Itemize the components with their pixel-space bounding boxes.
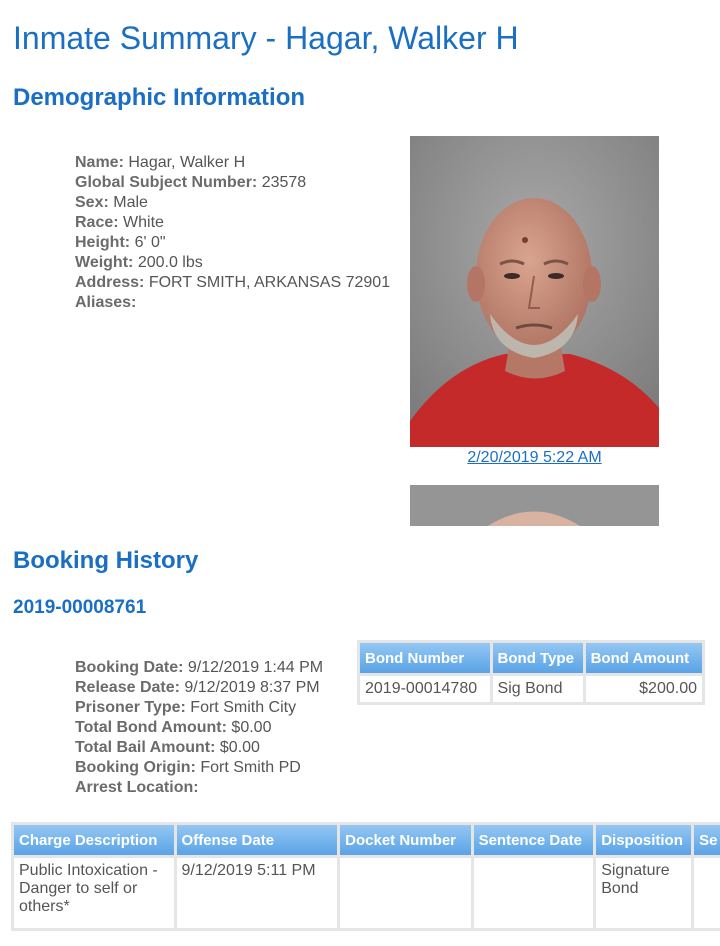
field-value: Fort Smith PD xyxy=(200,759,301,776)
mugshot-photo-second[interactable] xyxy=(410,485,659,526)
mugshot-photo[interactable] xyxy=(410,136,659,447)
field-label: Name: xyxy=(75,154,124,171)
column-header[interactable]: Se xyxy=(694,825,720,855)
field-label: Total Bond Amount: xyxy=(75,719,227,736)
field-label: Aliases: xyxy=(75,294,137,311)
field-value: FORT SMITH, ARKANSAS 72901 xyxy=(148,274,391,291)
charge-table xyxy=(11,822,720,931)
field-label: Weight: xyxy=(75,254,134,271)
field-prisoner-type xyxy=(75,698,323,718)
field-value: Fort Smith City xyxy=(190,699,297,716)
photo-date-link[interactable]: 2/20/2019 5:22 AM xyxy=(467,449,602,466)
table-cell: Signature Bond xyxy=(596,858,691,928)
field-label: Sex: xyxy=(75,194,109,211)
field-label: Prisoner Type: xyxy=(75,699,186,716)
table-cell: 9/12/2019 5:11 PM xyxy=(177,858,338,928)
field-label: Global Subject Number: xyxy=(75,174,258,191)
field-value: Hagar, Walker H xyxy=(128,154,246,171)
field-value: 9/12/2019 1:44 PM xyxy=(187,659,324,676)
table-cell: Sig Bond xyxy=(493,676,583,702)
demographic-fields xyxy=(75,153,390,313)
field-label: Release Date: xyxy=(75,679,180,696)
table-row xyxy=(360,676,702,702)
bond-table xyxy=(357,640,705,705)
column-header[interactable]: Disposition xyxy=(596,825,691,855)
demographic-heading: Demographic Information xyxy=(13,84,306,111)
field-label: Race: xyxy=(75,214,119,231)
bond-table-header-row xyxy=(360,643,702,673)
booking-fields xyxy=(75,658,323,798)
table-cell xyxy=(694,858,720,928)
mugshot-image xyxy=(410,485,659,526)
charge-table-header-row xyxy=(14,825,720,855)
field-total-bond-amount xyxy=(75,718,323,738)
field-value: 23578 xyxy=(261,174,307,191)
field-label: Booking Origin: xyxy=(75,759,196,776)
table-cell: 2019-00014780 xyxy=(360,676,490,702)
field-race xyxy=(75,213,390,233)
column-header[interactable]: Offense Date xyxy=(177,825,338,855)
field-label: Total Bail Amount: xyxy=(75,739,216,756)
field-height xyxy=(75,233,390,253)
column-header[interactable]: Docket Number xyxy=(340,825,470,855)
table-cell: Public Intoxication - Danger to self or others* xyxy=(14,858,174,928)
field-value: $0.00 xyxy=(219,739,260,756)
field-value: 200.0 lbs xyxy=(137,254,203,271)
table-cell xyxy=(474,858,594,928)
field-address xyxy=(75,273,390,293)
field-label: Booking Date: xyxy=(75,659,184,676)
table-cell: $200.00 xyxy=(586,676,702,702)
field-name xyxy=(75,153,390,173)
column-header[interactable]: Bond Number xyxy=(360,643,490,673)
field-value: 9/12/2019 8:37 PM xyxy=(184,679,320,696)
field-label: Arrest Location: xyxy=(75,779,199,796)
column-header[interactable]: Charge Description xyxy=(14,825,174,855)
mugshot-image xyxy=(410,136,659,447)
field-sex xyxy=(75,193,390,213)
field-release-date xyxy=(75,678,323,698)
field-value: $0.00 xyxy=(231,719,272,736)
field-arrest-location xyxy=(75,778,323,798)
field-booking-origin xyxy=(75,758,323,778)
page-title: Inmate Summary - Hagar, Walker H xyxy=(13,20,519,56)
field-value: Male xyxy=(113,194,148,211)
booking-number: 2019-00008761 xyxy=(13,597,147,618)
field-global-subject-number xyxy=(75,173,390,193)
column-header[interactable]: Sentence Date xyxy=(474,825,594,855)
charge-table-viewport xyxy=(0,822,720,946)
field-total-bail-amount xyxy=(75,738,323,758)
table-row xyxy=(14,858,720,928)
booking-history-heading: Booking History xyxy=(13,547,199,574)
field-label: Address: xyxy=(75,274,145,291)
field-value: White xyxy=(123,214,164,231)
field-weight xyxy=(75,253,390,273)
column-header[interactable]: Bond Amount xyxy=(586,643,702,673)
field-value: 6' 0" xyxy=(134,234,166,251)
column-header[interactable]: Bond Type xyxy=(493,643,583,673)
field-booking-date xyxy=(75,658,323,678)
field-aliases xyxy=(75,293,390,313)
table-cell xyxy=(340,858,470,928)
field-label: Height: xyxy=(75,234,131,251)
